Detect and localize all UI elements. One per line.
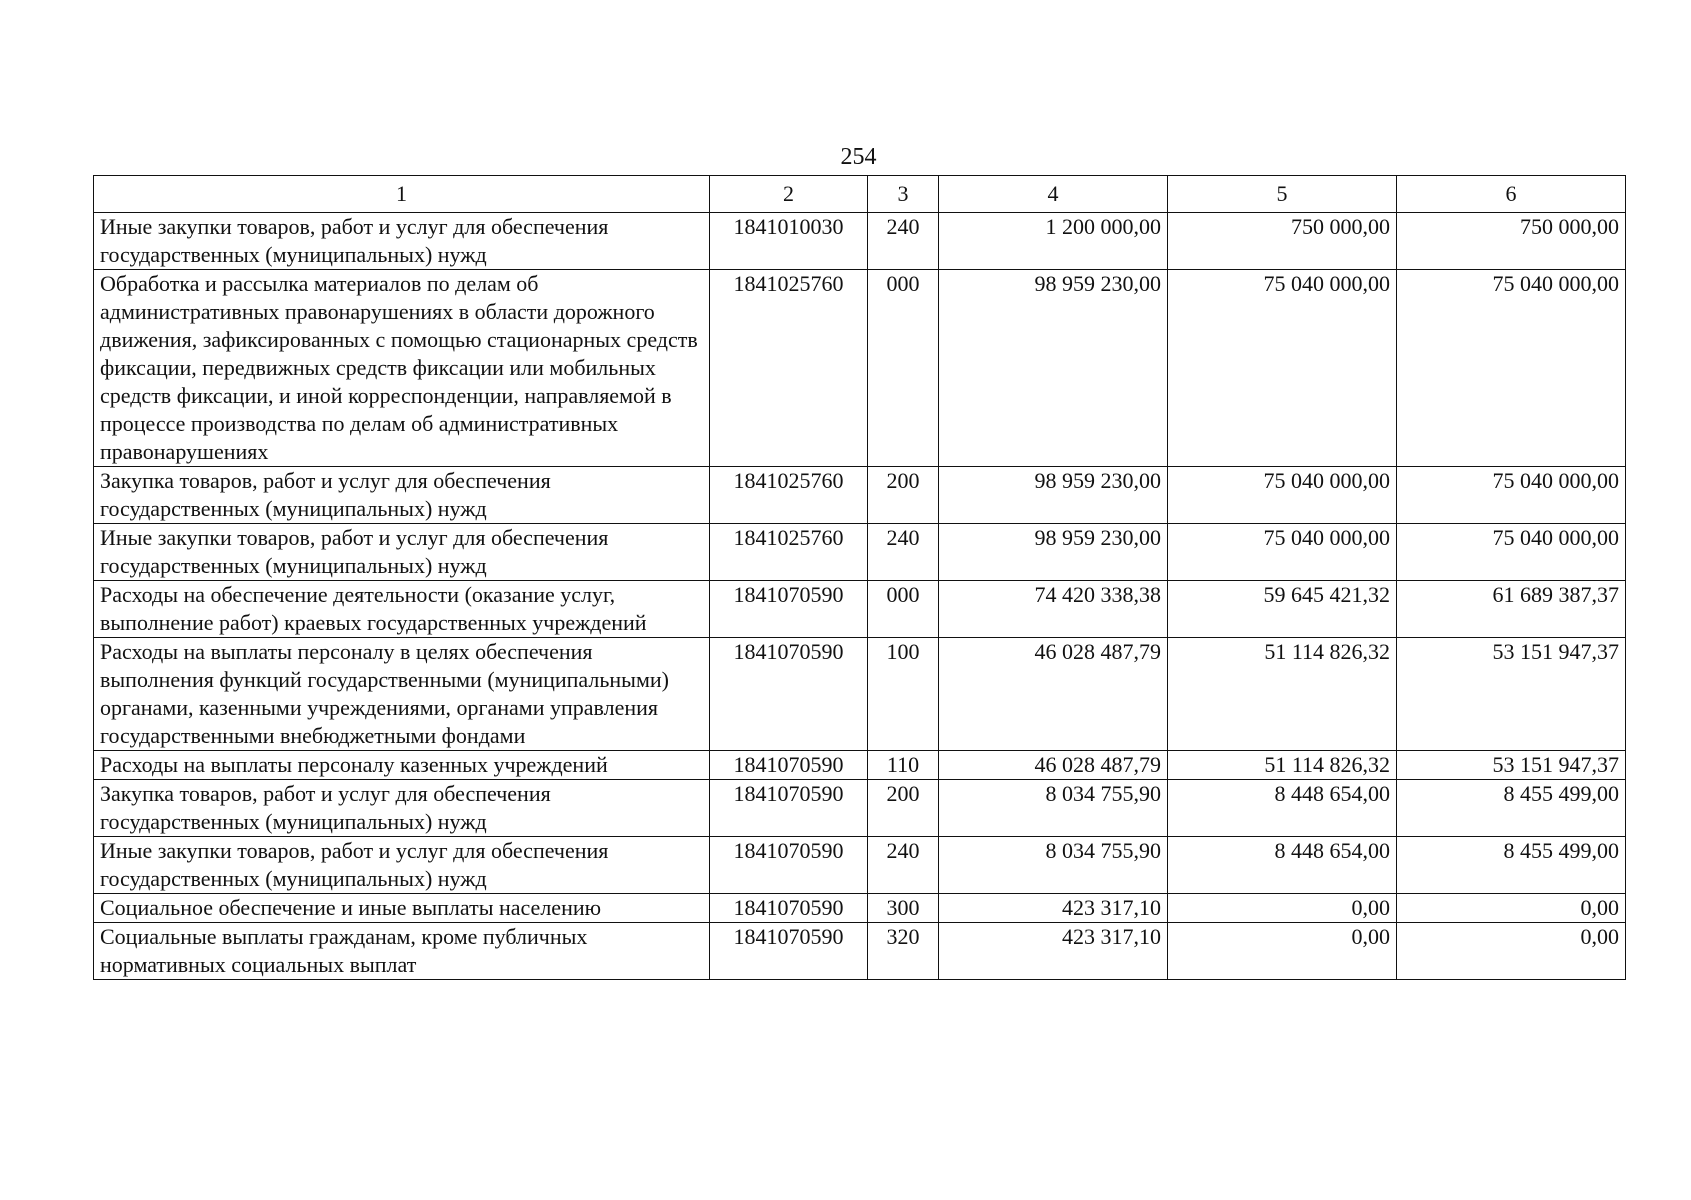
row-amount-col4-cell: 46 028 487,79 — [939, 751, 1168, 780]
row-amount-col5-cell: 75 040 000,00 — [1168, 524, 1397, 581]
row-code-cell: 1841070590 — [710, 638, 868, 751]
table-row — [94, 780, 1626, 837]
table-row — [94, 923, 1626, 980]
row-code-cell: 1841070590 — [710, 837, 868, 894]
row-amount-col4-cell: 98 959 230,00 — [939, 270, 1168, 467]
row-amount-col5-cell: 750 000,00 — [1168, 213, 1397, 270]
row-code-cell: 1841010030 — [710, 213, 868, 270]
row-name-cell: Расходы на обеспечение деятельности (оказание услуг, выполнение работ) краевых государственных учреждений — [94, 581, 710, 638]
table-row — [94, 638, 1626, 751]
row-amount-col6-cell: 8 455 499,00 — [1397, 780, 1626, 837]
row-kind-cell: 200 — [868, 467, 939, 524]
row-amount-col5-cell: 0,00 — [1168, 894, 1397, 923]
row-amount-col5-cell: 75 040 000,00 — [1168, 467, 1397, 524]
column-header-1: 1 — [94, 176, 710, 213]
row-name-cell: Расходы на выплаты персоналу казенных учреждений — [94, 751, 710, 780]
row-amount-col4-cell: 46 028 487,79 — [939, 638, 1168, 751]
row-name-cell: Социальное обеспечение и иные выплаты населению — [94, 894, 710, 923]
row-code-cell: 1841025760 — [710, 270, 868, 467]
row-amount-col4-cell: 98 959 230,00 — [939, 524, 1168, 581]
budget-table — [93, 175, 1626, 980]
row-amount-col4-cell: 423 317,10 — [939, 923, 1168, 980]
page-number: 254 — [840, 144, 877, 170]
row-name-cell: Социальные выплаты гражданам, кроме публичных нормативных социальных выплат — [94, 923, 710, 980]
row-amount-col4-cell: 8 034 755,90 — [939, 837, 1168, 894]
row-name-cell: Расходы на выплаты персоналу в целях обеспечения выполнения функций государственными (муниципальными) органами, казенными учреждениями, органами управления государственными внебюджетными фондами — [94, 638, 710, 751]
table-row — [94, 581, 1626, 638]
row-kind-cell: 240 — [868, 524, 939, 581]
row-amount-col6-cell: 0,00 — [1397, 894, 1626, 923]
row-amount-col4-cell: 1 200 000,00 — [939, 213, 1168, 270]
table-row — [94, 213, 1626, 270]
row-amount-col6-cell: 53 151 947,37 — [1397, 751, 1626, 780]
row-code-cell: 1841070590 — [710, 581, 868, 638]
row-amount-col5-cell: 51 114 826,32 — [1168, 638, 1397, 751]
row-amount-col5-cell: 8 448 654,00 — [1168, 837, 1397, 894]
row-amount-col6-cell: 750 000,00 — [1397, 213, 1626, 270]
row-name-cell: Закупка товаров, работ и услуг для обеспечения государственных (муниципальных) нужд — [94, 467, 710, 524]
row-name-cell: Иные закупки товаров, работ и услуг для обеспечения государственных (муниципальных) нужд — [94, 524, 710, 581]
table-row — [94, 837, 1626, 894]
row-amount-col5-cell: 8 448 654,00 — [1168, 780, 1397, 837]
row-name-cell: Обработка и рассылка материалов по делам об административных правонарушениях в области дорожного движения, зафиксированных с помощью стационарных средств фиксации, передвижных средств фиксации или мобильных средств фиксации, и иной корреспонденции, направляемой в процессе производства по делам об административных правонарушениях — [94, 270, 710, 467]
header-row — [94, 176, 1626, 213]
row-kind-cell: 000 — [868, 581, 939, 638]
row-code-cell: 1841070590 — [710, 751, 868, 780]
table-row — [94, 270, 1626, 467]
row-kind-cell: 300 — [868, 894, 939, 923]
row-code-cell: 1841070590 — [710, 894, 868, 923]
row-amount-col6-cell: 53 151 947,37 — [1397, 638, 1626, 751]
row-kind-cell: 240 — [868, 213, 939, 270]
row-amount-col5-cell: 59 645 421,32 — [1168, 581, 1397, 638]
column-header-2: 2 — [710, 176, 868, 213]
table-body — [94, 213, 1626, 980]
row-amount-col5-cell: 75 040 000,00 — [1168, 270, 1397, 467]
row-code-cell: 1841025760 — [710, 467, 868, 524]
row-amount-col6-cell: 0,00 — [1397, 923, 1626, 980]
row-code-cell: 1841070590 — [710, 923, 868, 980]
row-kind-cell: 240 — [868, 837, 939, 894]
row-code-cell: 1841070590 — [710, 780, 868, 837]
row-amount-col6-cell: 61 689 387,37 — [1397, 581, 1626, 638]
row-kind-cell: 200 — [868, 780, 939, 837]
row-amount-col4-cell: 8 034 755,90 — [939, 780, 1168, 837]
table-row — [94, 894, 1626, 923]
row-kind-cell: 000 — [868, 270, 939, 467]
row-kind-cell: 320 — [868, 923, 939, 980]
row-name-cell: Иные закупки товаров, работ и услуг для обеспечения государственных (муниципальных) нужд — [94, 213, 710, 270]
row-amount-col6-cell: 75 040 000,00 — [1397, 524, 1626, 581]
row-amount-col4-cell: 74 420 338,38 — [939, 581, 1168, 638]
row-amount-col6-cell: 75 040 000,00 — [1397, 467, 1626, 524]
row-kind-cell: 110 — [868, 751, 939, 780]
row-kind-cell: 100 — [868, 638, 939, 751]
row-amount-col5-cell: 0,00 — [1168, 923, 1397, 980]
row-amount-col5-cell: 51 114 826,32 — [1168, 751, 1397, 780]
table-row — [94, 524, 1626, 581]
row-amount-col4-cell: 98 959 230,00 — [939, 467, 1168, 524]
row-code-cell: 1841025760 — [710, 524, 868, 581]
column-header-6: 6 — [1397, 176, 1626, 213]
row-amount-col4-cell: 423 317,10 — [939, 894, 1168, 923]
column-header-5: 5 — [1168, 176, 1397, 213]
table-row — [94, 751, 1626, 780]
row-amount-col6-cell: 8 455 499,00 — [1397, 837, 1626, 894]
column-header-4: 4 — [939, 176, 1168, 213]
row-amount-col6-cell: 75 040 000,00 — [1397, 270, 1626, 467]
column-header-3: 3 — [868, 176, 939, 213]
row-name-cell: Закупка товаров, работ и услуг для обеспечения государственных (муниципальных) нужд — [94, 780, 710, 837]
table-row — [94, 467, 1626, 524]
row-name-cell: Иные закупки товаров, работ и услуг для обеспечения государственных (муниципальных) нужд — [94, 837, 710, 894]
